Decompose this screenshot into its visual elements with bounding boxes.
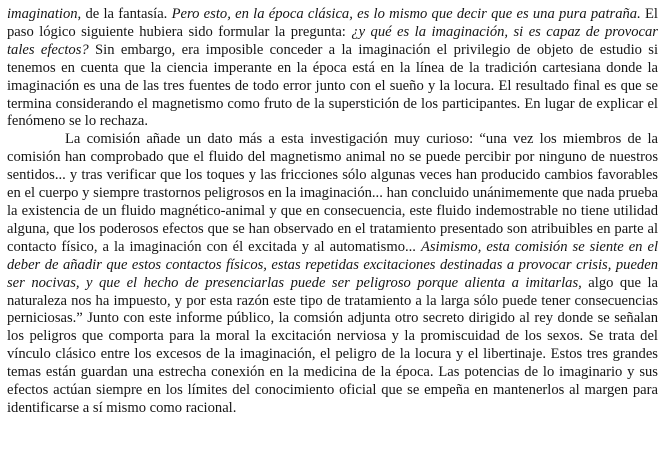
text-segment: imagination	[7, 6, 78, 22]
text-segment: Asimismo, esta comisión se siente en el deber de añadir que estos contactos físicos, estas repetidas excitaciones destinadas a provocar crisis, pueden ser nocivas, y que el hecho de presenciarlas puede ser peligroso porque alienta a imitarlas,	[7, 238, 658, 291]
text-segment: La comisión añade un dato más a esta investigación muy curioso: “una vez los miembros de la comisión han comprobado que el fluido del magnetismo animal no se puede percibir por ninguno de nuestros sentidos... y tras verificar que los toques y las fricciones sólo algunas veces han producido cambios favorables en el cuerpo y siempre trastornos peligrosos en la imaginación... han concluido unánimemente que nada prueba la existencia de un fluido magnético-animal y que en consecuencia, este fluido indemostrable no tiene utilidad alguna, que los poderosos efectos que se han observado en el tratamiento presentado son atribuibles en parte al contacto físico, a la imaginación con él excitada y al automatismo...	[7, 131, 658, 255]
text-segment: algo que la naturaleza nos ha impuesto, y por esta razón este tipo de tratamiento a la larga sólo puede tener consecuencias perniciosas.” Junto con este informe público, la comsión adjunta otro secreto dirigido al rey donde se señalan los peligros que comporta para la moral la excitación nerviosa y la promiscuidad de los sexos. Se trata del vínculo clásico entre los excesos de la imaginación, el peligro de la locura y el libertinaje. Estos tres grandes temas están guardan una estrecha conexión en la medicina de la época. Las potencias de lo imaginario y sus efectos actúan siempre en los límites del conocimiento oficial que se empeña en mantenerlos al margen para identificarse a sí mismo como racional.	[7, 274, 658, 416]
paragraph-2	[7, 131, 658, 418]
text-segment: , de la fantasía.	[77, 6, 172, 22]
text-segment: El paso lógico siguiente hubiera sido formular la pregunta:	[7, 6, 658, 40]
paragraph-1	[7, 6, 658, 131]
text-segment: Sin embargo, era imposible conceder a la imaginación el privilegio de objeto de estudio si tenemos en cuenta que la ciencia imperante en la época está en la línea de la tradición cartesiana donde la imaginación es una de las tres fuentes de todo error junto con el sueño y la locura. El resultado final es que se termina considerando el magnetismo como fruto de la superstición de los participantes. En lugar de explicar el fenómeno se lo rechaza.	[7, 41, 658, 130]
text-segment: ¿y qué es la imaginación, si es capaz de provocar tales efectos?	[7, 23, 658, 58]
text-segment: Pero esto, en la época clásica, es lo mismo que decir que es una pura patraña.	[171, 6, 641, 22]
